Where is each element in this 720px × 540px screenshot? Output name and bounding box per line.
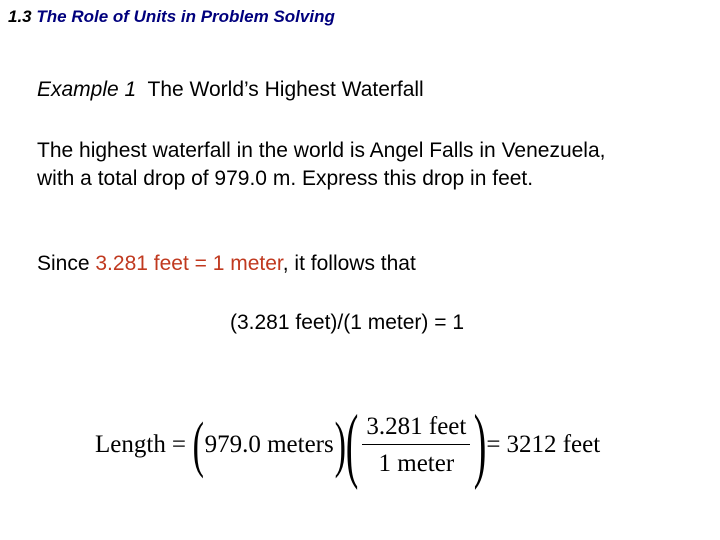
equation-equals-result: = [486, 431, 501, 458]
since-suffix: , it follows that [282, 252, 416, 275]
section-number: 1.3 [8, 7, 32, 26]
conversion-fraction [362, 413, 470, 478]
section-title: The Role of Units in Problem Solving [36, 7, 335, 26]
right-big-paren: ) [474, 398, 487, 491]
example-heading [37, 78, 424, 102]
equation-lhs: Length [95, 431, 166, 458]
conversion-ratio: (3.281 feet)/(1 meter) = 1 [230, 311, 465, 334]
conversion-equation [95, 398, 601, 491]
conversion-statement [37, 252, 416, 276]
fraction-numerator: 3.281 feet [362, 413, 470, 445]
left-big-paren: ( [346, 398, 359, 491]
slide-header [8, 7, 335, 27]
example-label: Example 1 [37, 78, 137, 101]
problem-statement [37, 137, 606, 193]
right-paren: ) [334, 411, 346, 479]
problem-line-2: with a total drop of 979.0 m. Express this drop in feet. [37, 167, 534, 190]
problem-line-1: The highest waterfall in the world is Angel Falls in Venezuela, [37, 139, 606, 162]
equation-result: 3212 feet [506, 431, 601, 458]
equation-equals: = [171, 431, 186, 458]
since-prefix: Since [37, 252, 90, 275]
left-paren: ( [192, 411, 204, 479]
example-title: The World’s Highest Waterfall [147, 78, 424, 101]
conversion-factor: 3.281 feet = 1 meter [95, 252, 283, 275]
equation-value: 979.0 meters [204, 431, 334, 458]
fraction-denominator: 1 meter [378, 449, 455, 477]
